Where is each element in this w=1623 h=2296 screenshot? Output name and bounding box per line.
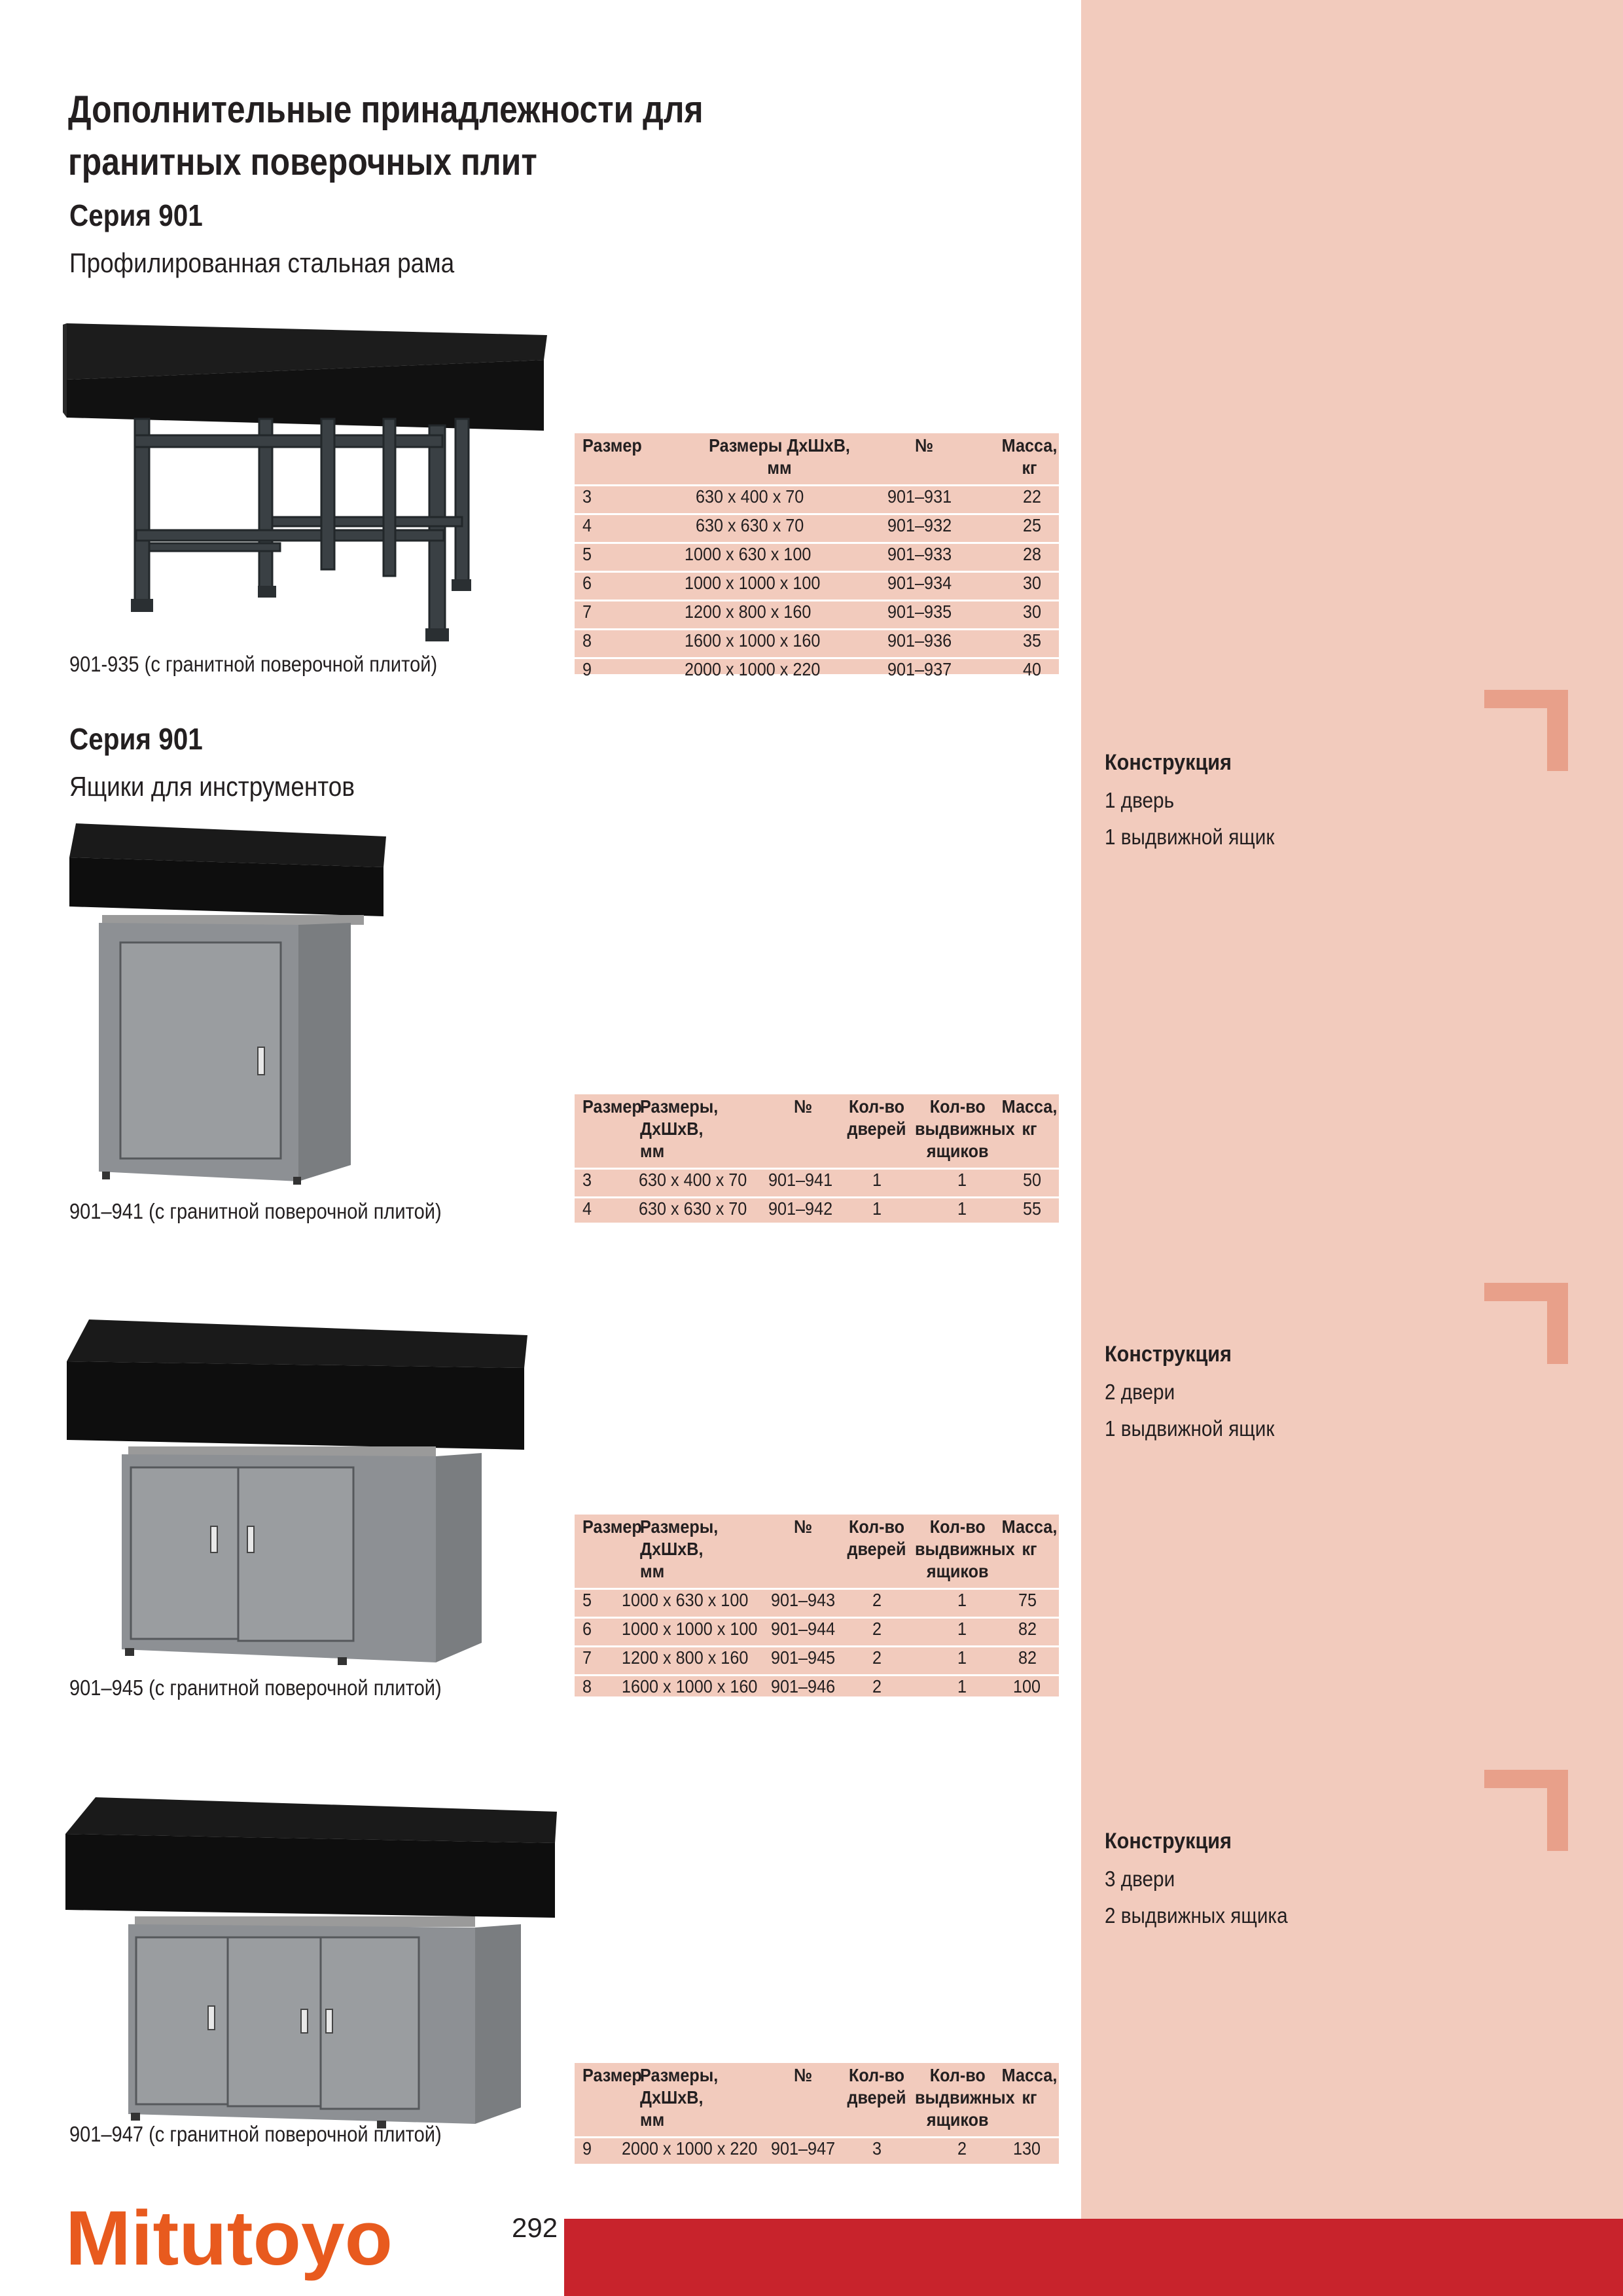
cell-number: 901–931 [887,486,952,507]
corner-mark-icon [1484,1770,1568,1851]
corner-mark-icon [1484,1283,1568,1364]
table-row [575,1168,1059,1196]
right-sidebar-panel [1081,0,1623,2296]
cell-mass: 82 [1018,1619,1037,1639]
col-header-number: № [794,1096,813,1117]
cell-dimensions: 2000 x 1000 x 220 [685,659,821,679]
construction-drawers-3: 2 выдвижных ящика [1105,1903,1288,1928]
cell-dimensions: 1000 x 630 x 100 [685,544,812,564]
construction-title-2: Конструкция [1105,1342,1232,1367]
section-subtitle-1: Профилированная стальная рама [69,247,455,278]
cell-mass: 25 [1023,515,1042,535]
cell-dimensions: 1200 x 800 x 160 [685,601,812,622]
cell-size: 7 [582,601,592,622]
cell-number: 901–947 [771,2138,836,2159]
cell-drawers: 2 [957,2138,967,2159]
table-row [575,513,1059,542]
construction-drawers-1: 1 выдвижной ящик [1105,825,1275,849]
construction-doors-3: 3 двери [1105,1867,1175,1891]
spec-table-2 [575,1094,1059,1223]
image-caption-3: 901–945 (с гранитной поверочной плитой) [69,1676,442,1700]
cell-number: 901–945 [771,1647,836,1668]
cell-number: 901–942 [768,1198,833,1219]
cell-size: 5 [582,544,592,564]
col-header-drawers: Кол-во выдвижных ящиков [915,1096,1015,1161]
table-row [575,628,1059,657]
logo-text: Mitutoyo [65,2195,393,2282]
section-subtitle-2: Ящики для инструментов [69,771,355,802]
table-row [575,1588,1059,1617]
cell-doors: 2 [872,1619,882,1639]
spec-table-1 [575,433,1059,679]
cell-size: 4 [582,515,592,535]
page-number: 292 [512,2212,558,2243]
col-header-doors: Кол-во дверей [847,2065,906,2108]
construction-doors-2: 2 двери [1105,1380,1175,1404]
cell-number: 901–944 [771,1619,836,1639]
cell-drawers: 1 [957,1619,967,1639]
col-header-mass: Масса, кг [1001,1096,1058,1139]
mitutoyo-logo [65,2187,406,2286]
col-header-number: № [915,435,934,456]
cell-mass: 55 [1023,1198,1042,1219]
table-header [575,2063,1059,2136]
table-row [575,484,1059,513]
cell-dimensions: 1000 x 1000 x 100 [622,1619,758,1639]
cell-dimensions: 630 x 630 x 70 [696,515,804,535]
cell-mass: 82 [1018,1647,1037,1668]
cell-drawers: 1 [957,1590,967,1610]
cell-number: 901–946 [771,1676,836,1696]
table-header [575,433,1059,484]
cell-drawers: 1 [957,1170,967,1190]
corner-mark-icon [1484,690,1568,771]
cell-dimensions: 1000 x 630 x 100 [622,1590,749,1610]
cell-size: 4 [582,1198,592,1219]
cell-mass: 40 [1023,659,1042,679]
col-header-size: Размер [582,1516,642,1537]
table-row [575,571,1059,600]
cell-size: 6 [582,1619,592,1639]
cell-dimensions: 630 x 400 x 70 [639,1170,747,1190]
table-row [575,600,1059,628]
col-header-drawers: Кол-во выдвижных ящиков [915,2065,1015,2130]
col-header-size: Размер [582,2065,642,2085]
col-header-dimensions: Размеры, ДхШхВ, мм [640,1516,719,1581]
cell-size: 6 [582,573,592,593]
cell-doors: 1 [872,1198,882,1219]
cell-number: 901–936 [887,630,952,651]
cell-mass: 30 [1023,573,1042,593]
image-caption-1: 901-935 (с гранитной поверочной плитой) [69,652,438,676]
cell-doors: 3 [872,2138,882,2159]
cell-mass: 35 [1023,630,1042,651]
image-caption-4: 901–947 (с гранитной поверочной плитой) [69,2122,442,2146]
col-header-dimensions: Размеры, ДхШхВ, мм [640,2065,719,2130]
cell-mass: 50 [1023,1170,1042,1190]
table-row [575,657,1059,686]
table-row [575,1617,1059,1645]
cell-dimensions: 1600 x 1000 x 160 [685,630,821,651]
cabinet-3-door-image [63,1793,567,2134]
col-header-drawers: Кол-во выдвижных ящиков [915,1516,1015,1581]
table-header [575,1515,1059,1588]
col-header-mass: Масса, кг [1001,2065,1058,2108]
cell-size: 3 [582,1170,592,1190]
col-header-mass: Масса, кг [1001,435,1058,478]
cell-size: 3 [582,486,592,507]
cell-dimensions: 630 x 400 x 70 [696,486,804,507]
cell-dimensions: 1600 x 1000 x 160 [622,1676,758,1696]
footer-red-bar [564,2219,1623,2296]
construction-title-3: Конструкция [1105,1829,1232,1854]
construction-title-1: Конструкция [1105,750,1232,775]
cell-doors: 2 [872,1676,882,1696]
col-header-dimensions: Размеры, ДхШхВ, мм [640,1096,719,1161]
col-header-size: Размер [582,1096,642,1117]
construction-doors-1: 1 дверь [1105,788,1175,812]
cell-size: 8 [582,630,592,651]
col-header-number: № [794,2065,813,2085]
cell-number: 901–933 [887,544,952,564]
cell-size: 7 [582,1647,592,1668]
cell-mass: 100 [1013,1676,1041,1696]
construction-drawers-2: 1 выдвижной ящик [1105,1416,1275,1441]
cell-doors: 2 [872,1647,882,1668]
table-row [575,2136,1059,2165]
cabinet-1-door-image [63,818,397,1185]
cell-number: 901–941 [768,1170,833,1190]
cell-dimensions: 1200 x 800 x 160 [622,1647,749,1668]
col-header-doors: Кол-во дверей [847,1516,906,1559]
cell-size: 9 [582,2138,592,2159]
cell-mass: 28 [1023,544,1042,564]
col-header-dimensions: Размеры ДхШхВ, мм [709,435,850,478]
series-heading-2: Серия 901 [69,722,203,756]
page-title: Дополнительные принадлежности для гранитных поверочных плит [68,88,704,183]
table-row [575,1196,1059,1225]
cabinet-2-door-image [63,1316,534,1669]
cell-drawers: 1 [957,1676,967,1696]
cell-size: 9 [582,659,592,679]
cell-dimensions: 630 x 630 x 70 [639,1198,747,1219]
table-row [575,1674,1059,1703]
cell-size: 5 [582,1590,592,1610]
cell-dimensions: 1000 x 1000 x 100 [685,573,821,593]
cell-mass: 75 [1018,1590,1037,1610]
cell-dimensions: 2000 x 1000 x 220 [622,2138,758,2159]
col-header-number: № [794,1516,813,1537]
col-header-doors: Кол-во дверей [847,1096,906,1139]
cell-doors: 1 [872,1170,882,1190]
cell-number: 901–935 [887,601,952,622]
steel-frame-image [63,321,554,641]
spec-table-3 [575,1515,1059,1696]
cell-number: 901–937 [887,659,952,679]
series-heading-1: Серия 901 [69,198,203,232]
cell-mass: 30 [1023,601,1042,622]
spec-table-4 [575,2063,1059,2164]
col-header-size: Размер [582,435,642,456]
cell-mass: 22 [1023,486,1042,507]
cell-doors: 2 [872,1590,882,1610]
table-row [575,542,1059,571]
cell-drawers: 1 [957,1198,967,1219]
cell-number: 901–943 [771,1590,836,1610]
image-caption-2: 901–941 (с гранитной поверочной плитой) [69,1199,442,1223]
cell-size: 8 [582,1676,592,1696]
cell-mass: 130 [1013,2138,1041,2159]
cell-number: 901–934 [887,573,952,593]
col-header-mass: Масса, кг [1001,1516,1058,1559]
cell-number: 901–932 [887,515,952,535]
table-row [575,1645,1059,1674]
table-header [575,1094,1059,1168]
cell-drawers: 1 [957,1647,967,1668]
